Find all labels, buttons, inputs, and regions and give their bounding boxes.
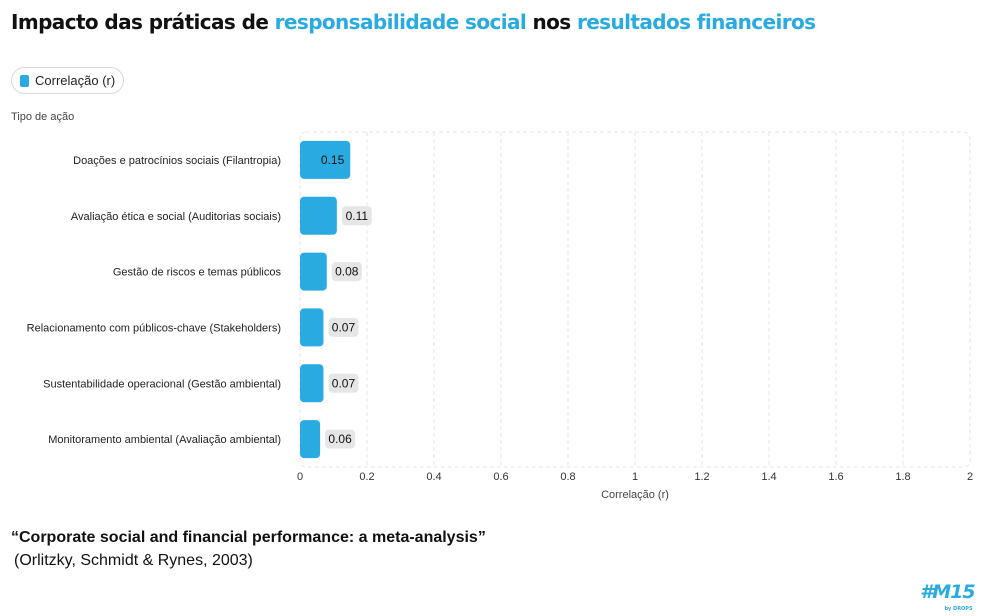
data-label: 0.06	[328, 432, 352, 447]
y-axis-title: Tipo de ação	[11, 111, 75, 123]
bar	[300, 197, 337, 235]
data-label: 0.07	[331, 376, 356, 391]
category-label: Gestão de riscos e temas públicos	[112, 266, 281, 279]
source-citation	[11, 526, 486, 572]
x-tick-label: 1.2	[694, 471, 710, 483]
brand-logo-text: #M15	[920, 581, 975, 603]
category-label: Avaliação ética e social (Auditorias sociais)	[70, 210, 281, 223]
title-part-2: nos	[526, 10, 577, 34]
data-label: 0.11	[345, 208, 369, 223]
data-label: 0.08	[335, 264, 359, 279]
x-tick-label: 0.4	[426, 471, 442, 483]
x-tick-label: 2	[966, 471, 974, 483]
x-tick-label: 0	[296, 471, 304, 483]
x-tick-label: 1.6	[828, 471, 844, 483]
data-label: 0.07	[331, 320, 356, 335]
brand-logo-sub: by DROPS	[944, 606, 973, 612]
x-tick-label: 1.8	[895, 471, 911, 483]
legend-label: Correlação (r)	[35, 73, 116, 88]
bar	[300, 420, 320, 458]
bar	[300, 253, 327, 291]
category-label: Sustentabilidade operacional (Gestão ambiental)	[43, 378, 281, 391]
source-authors: (Orlitzky, Schmidt & Rynes, 2003)	[14, 552, 253, 569]
source-title: “Corporate social and financial performance: a meta-analysis”	[11, 529, 486, 546]
bar	[300, 308, 323, 346]
x-tick-label: 0.2	[359, 471, 375, 483]
category-label: Doações e patrocínios sociais (Filantropia)	[73, 154, 281, 167]
x-axis-title: Correlação (r)	[601, 489, 669, 501]
category-label: Monitoramento ambiental (Avaliação ambiental)	[48, 434, 281, 447]
x-tick-label: 1.4	[761, 471, 777, 483]
x-tick-label: 0.6	[493, 471, 509, 483]
title-part-1: Impacto das práticas de	[11, 10, 275, 34]
data-label: 0.15	[320, 152, 345, 167]
brand-logo	[920, 581, 975, 612]
title-highlight-1: responsabilidade social	[274, 10, 527, 34]
category-label: Relacionamento com públicos-chave (Stakeholders)	[26, 322, 281, 335]
x-tick-label: 1	[631, 471, 639, 483]
bar	[300, 364, 323, 402]
x-tick-label: 0.8	[560, 471, 576, 483]
title-highlight-2: resultados financeiros	[576, 10, 816, 34]
